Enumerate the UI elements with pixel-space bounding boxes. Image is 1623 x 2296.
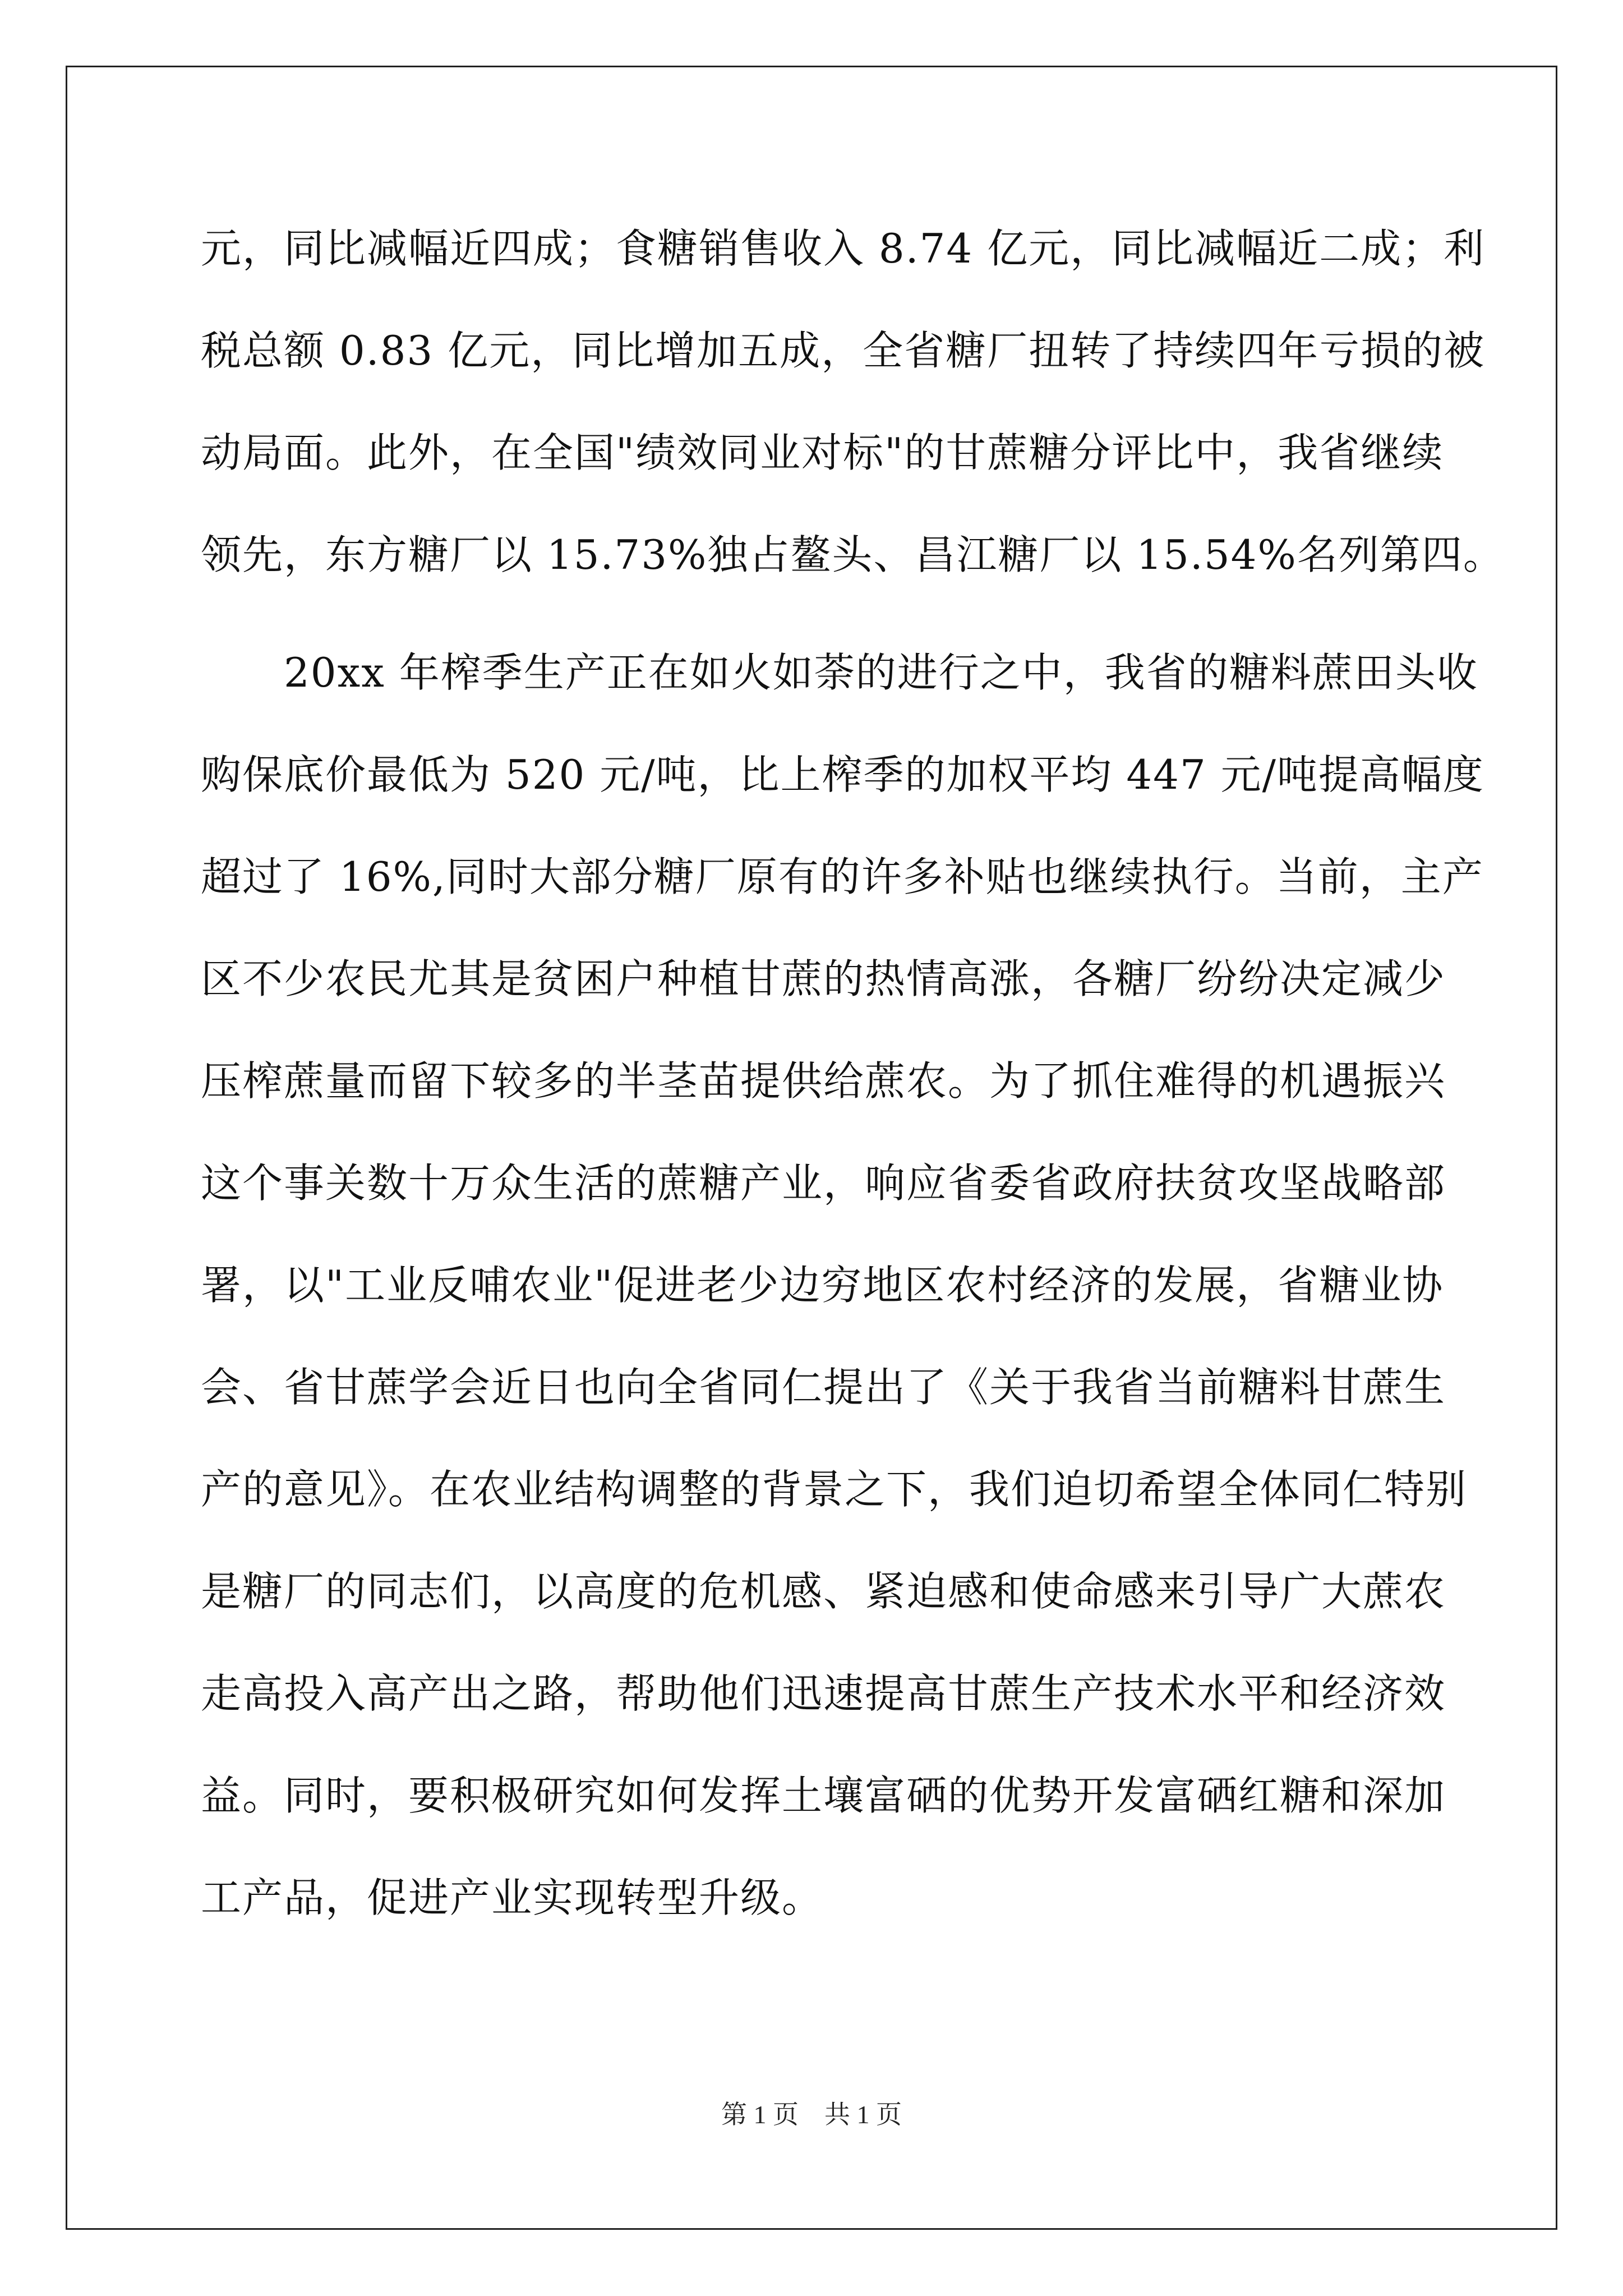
paragraph-1 [201, 197, 1505, 606]
text-line: 超过了 16%,同时大部分糖厂原有的许多补贴也继续执行。当前，主产 [201, 853, 1484, 900]
text-line: 署，以"工业反哺农业"促进老少边穷地区农村经济的发展，省糖业协 [201, 1262, 1444, 1309]
text-line: 税总额 0.83 亿元，同比增加五成，全省糖厂扭转了持续四年亏损的被 [201, 327, 1486, 374]
text-line: 区不少农民尤其是贫困户种植甘蔗的热情高涨，各糖厂纷纷决定减少 [201, 955, 1446, 1002]
text-line: 会、省甘蔗学会近日也向全省同仁提出了《关于我省当前糖料甘蔗生 [201, 1364, 1446, 1411]
text-line: 走高投入高产出之路，帮助他们迅速提高甘蔗生产技术水平和经济效 [201, 1670, 1446, 1717]
text-line: 产的意见》。在农业结构调整的背景之下，我们迫切希望全体同仁特别 [201, 1466, 1468, 1513]
text-line: 购保底价最低为 520 元/吨，比上榨季的加权平均 447 元/吨提高幅度 [201, 751, 1484, 798]
text-line: 压榨蔗量而留下较多的半茎苗提供给蔗农。为了抓住难得的机遇振兴 [201, 1057, 1446, 1105]
paragraph-spacer [201, 606, 1424, 622]
text-line: 元，同比减幅近四成；食糖销售收入 8.74 亿元，同比减幅近二成；利 [201, 225, 1486, 272]
page-number: 第 1 页 共 1 页 [721, 2100, 902, 2129]
text-line: 领先，东方糖厂以 15.73%独占鳌头、昌江糖厂以 15.54%名列第四。 [201, 531, 1505, 578]
text-line: 这个事关数十万众生活的蔗糖产业，响应省委省政府扶贫攻坚战略部 [201, 1159, 1446, 1207]
text-line: 20xx 年榨季生产正在如火如荼的进行之中，我省的糖料蔗田头收 [201, 649, 1478, 696]
text-line: 是糖厂的同志们，以高度的危机感、紧迫感和使命感来引导广大蔗农 [201, 1568, 1446, 1615]
text-line: 动局面。此外，在全国"绩效同业对标"的甘蔗糖分评比中，我省继续 [201, 429, 1444, 476]
page-footer [0, 2098, 1623, 2132]
paragraph-2 [201, 622, 1484, 1949]
document-body [201, 197, 1505, 1949]
text-line: 益。同时，要积极研究如何发挥土壤富硒的优势开发富硒红糖和深加 [201, 1772, 1446, 1819]
text-line: 工产品，促进产业实现转型升级。 [201, 1874, 824, 1921]
